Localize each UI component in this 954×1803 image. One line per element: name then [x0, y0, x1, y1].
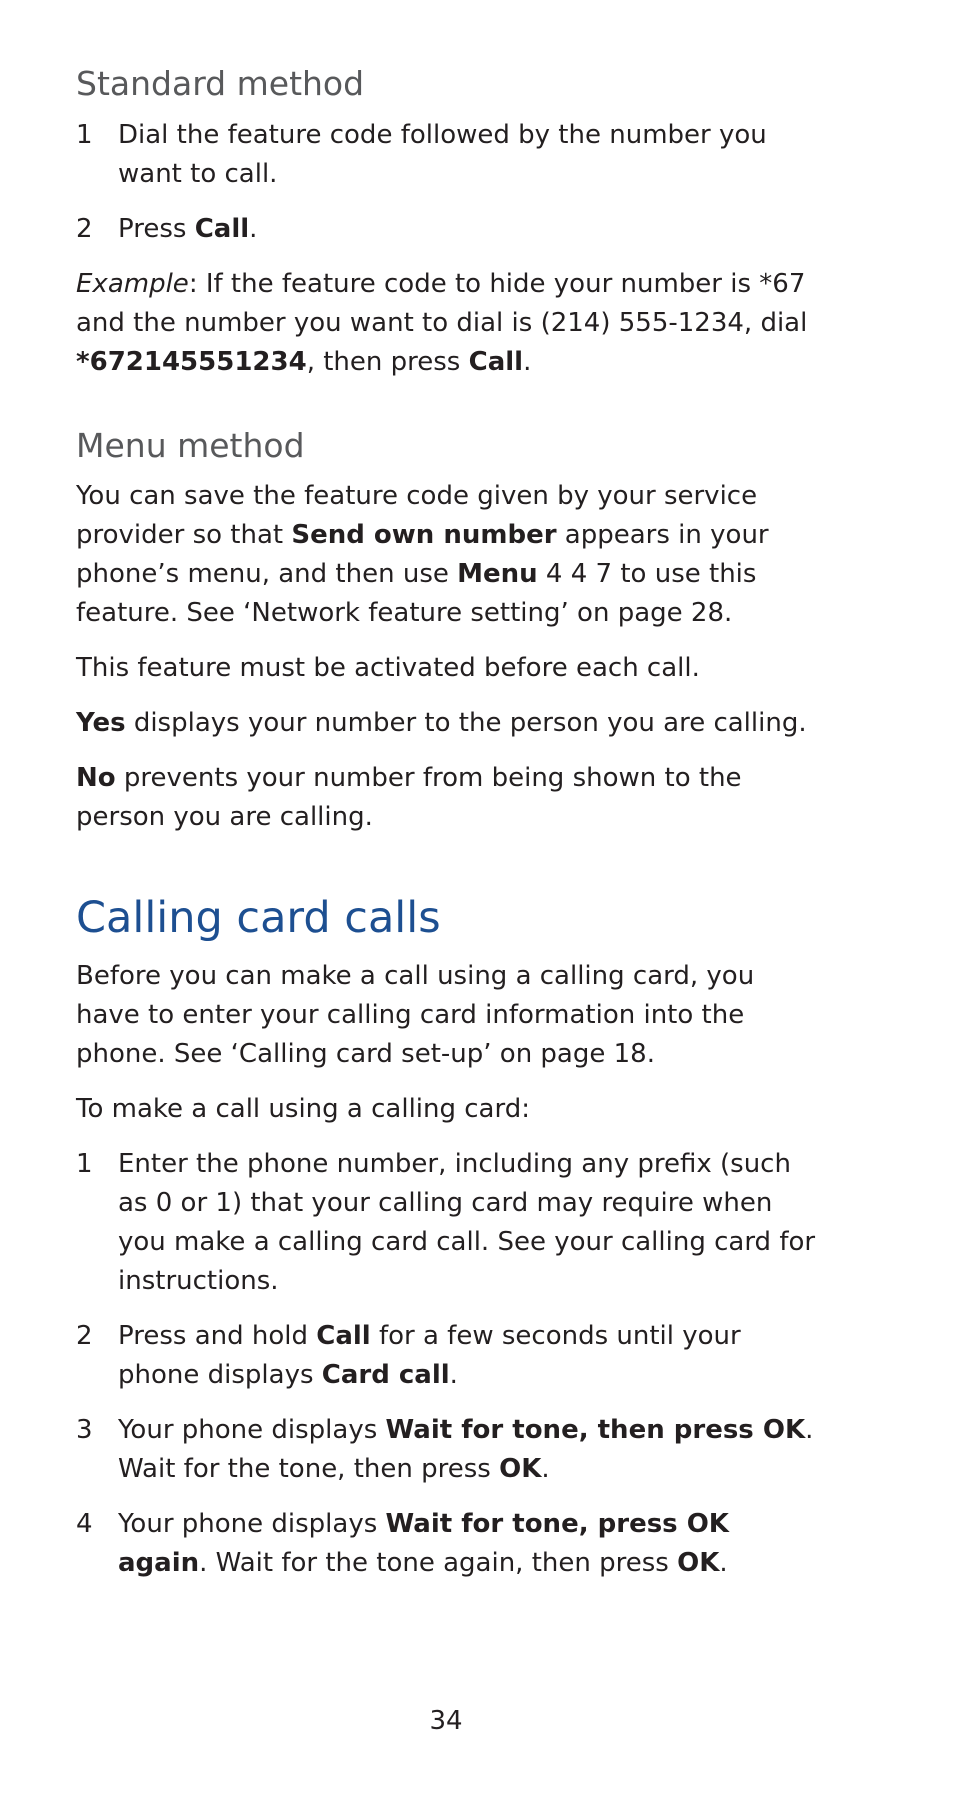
list-item [76, 210, 816, 249]
display-text: Wait for tone, press OK again [118, 1508, 729, 1578]
option-label: No [76, 763, 116, 794]
step-text: Enter the phone number, including any prefix (such as 0 or 1) that your calling card may require when you make a calling card call. See your calling card for instructions. [118, 1148, 816, 1296]
standard-method-heading: Standard method [76, 64, 365, 103]
list-item [76, 1317, 816, 1395]
key-label: Menu [457, 559, 538, 590]
calling-card-heading: Calling card calls [76, 893, 441, 944]
activation-note: This feature must be activated before each call. [76, 653, 700, 684]
key-label: Call [468, 346, 524, 377]
menu-option: Send own number [291, 520, 557, 551]
list-item [76, 1411, 816, 1489]
yes-option-paragraph: Yes displays your number to the person you are calling. [76, 708, 807, 739]
step-number: 2 [76, 213, 93, 244]
calling-card-intro: Before you can make a call using a calling card, you have to enter your calling card information into the phone. See ‘Calling card set-up’ on page 18. [76, 960, 755, 1069]
no-option-paragraph: No prevents your number from being shown to the person you are calling. [76, 763, 742, 833]
step-number: 1 [76, 119, 93, 150]
step-number: 3 [76, 1414, 93, 1445]
step-text: Dial the feature code followed by the number you want to call. [118, 119, 767, 189]
key-label: Call [316, 1320, 371, 1351]
example-paragraph: Example: If the feature code to hide your number is *67 and the number you want to dial is (214) 555-1234, dial *672145551234, then press Call. [76, 268, 808, 377]
list-item [76, 1505, 816, 1583]
step-number: 1 [76, 1148, 93, 1179]
key-label: OK [499, 1453, 542, 1484]
step-text: Your phone displays Wait for tone, then press OK. Wait for the tone, then press OK. [118, 1414, 814, 1484]
calling-card-lead: To make a call using a calling card: [76, 1093, 530, 1124]
dial-code: *672145551234 [76, 346, 307, 377]
example-label: Example [76, 268, 189, 299]
step-number: 4 [76, 1508, 93, 1539]
menu-paragraph: You can save the feature code given by your service provider so that Send own number appears in your phone’s menu, and then use Menu 4 4 7 to use this feature. See ‘Network feature setting’ on page 28. [76, 481, 769, 629]
step-text: Your phone displays Wait for tone, press OK again. Wait for the tone again, then press OK. [118, 1508, 729, 1578]
key-label: OK [677, 1547, 720, 1578]
menu-method-heading: Menu method [76, 425, 305, 465]
list-item [76, 1145, 816, 1301]
step-text: Press and hold Call for a few seconds until your phone displays Card call. [118, 1320, 741, 1390]
option-label: Yes [76, 708, 126, 739]
display-text: Card call [321, 1359, 450, 1390]
page-content [76, 64, 816, 1583]
display-text: Wait for tone, then press OK [385, 1414, 806, 1445]
list-item [76, 116, 816, 194]
key-label: Call [194, 213, 250, 244]
step-text: Press Call. [118, 213, 258, 244]
step-number: 2 [76, 1320, 93, 1351]
page-number: 34 [429, 1706, 463, 1736]
